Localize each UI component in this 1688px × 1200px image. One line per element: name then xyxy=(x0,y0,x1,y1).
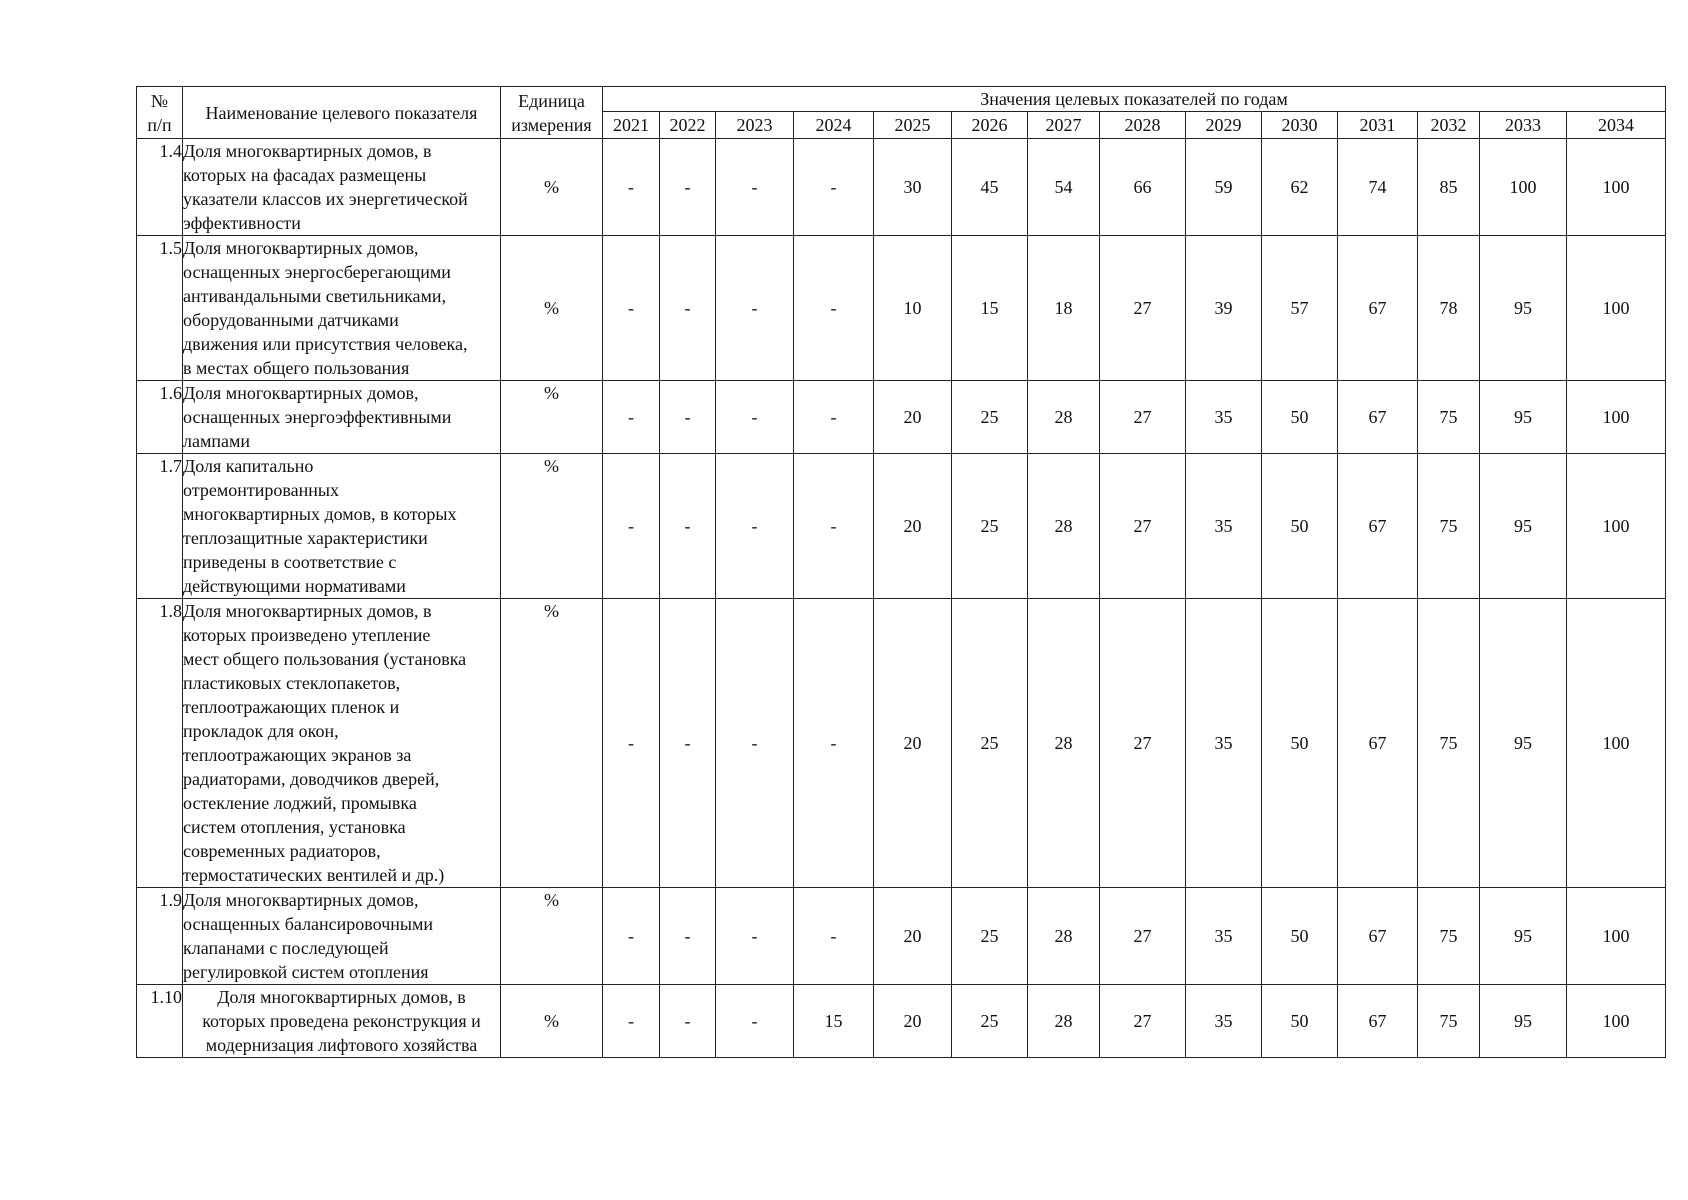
indicator-name xyxy=(183,599,501,888)
indicator-name-line: термостатических вентилей и др.) xyxy=(183,865,445,885)
value-2025: 20 xyxy=(874,888,952,985)
value-2021: - xyxy=(603,236,660,381)
value-2021: - xyxy=(603,139,660,236)
value-2021: - xyxy=(603,985,660,1058)
value-2022: - xyxy=(660,888,716,985)
indicator-name-line: теплозащитные характеристики xyxy=(183,528,428,548)
indicator-name-line: приведены в соответствие с xyxy=(183,552,397,572)
value-2024: - xyxy=(794,454,874,599)
table-row xyxy=(137,139,1666,236)
value-2027: 28 xyxy=(1028,381,1100,454)
unit-of-measure: % xyxy=(501,236,603,381)
header-year-2030: 2030 xyxy=(1262,112,1338,139)
indicator-name-line: действующими нормативами xyxy=(183,576,406,596)
value-2024: - xyxy=(794,599,874,888)
value-2033: 95 xyxy=(1480,381,1567,454)
row-number: 1.10 xyxy=(137,985,183,1058)
indicator-name-line: которых проведена реконструкция и xyxy=(202,1011,481,1031)
value-2032: 75 xyxy=(1418,888,1480,985)
header-number-line2: п/п xyxy=(147,114,172,135)
value-2033: 95 xyxy=(1480,454,1567,599)
value-2032: 75 xyxy=(1418,454,1480,599)
indicator-name xyxy=(183,985,501,1058)
value-2025: 20 xyxy=(874,599,952,888)
indicator-name-line: теплоотражающих экранов за xyxy=(183,745,412,765)
row-number: 1.6 xyxy=(137,381,183,454)
target-indicators-table xyxy=(136,86,1666,1058)
indicator-name-line: пластиковых стеклопакетов, xyxy=(183,673,401,693)
value-2022: - xyxy=(660,236,716,381)
value-2031: 67 xyxy=(1338,381,1418,454)
value-2029: 35 xyxy=(1186,599,1262,888)
value-2030: 50 xyxy=(1262,985,1338,1058)
indicator-name-line: оснащенных балансировочными xyxy=(183,914,434,934)
header-number-line1: № xyxy=(150,90,169,111)
header-unit xyxy=(501,87,603,139)
value-2024: 15 xyxy=(794,985,874,1058)
indicator-name-line: Доля многоквартирных домов, xyxy=(183,890,419,910)
indicator-name xyxy=(183,139,501,236)
header-year-2021: 2021 xyxy=(603,112,660,139)
value-2025: 20 xyxy=(874,381,952,454)
indicator-name-line: которых произведено утепление xyxy=(183,625,431,645)
indicator-name xyxy=(183,381,501,454)
value-2029: 59 xyxy=(1186,139,1262,236)
unit-of-measure: % xyxy=(501,139,603,236)
value-2027: 18 xyxy=(1028,236,1100,381)
value-2027: 28 xyxy=(1028,985,1100,1058)
value-2034: 100 xyxy=(1567,888,1666,985)
header-unit-line2: измерения xyxy=(511,114,592,135)
value-2025: 10 xyxy=(874,236,952,381)
header-number xyxy=(137,87,183,139)
value-2032: 75 xyxy=(1418,985,1480,1058)
table-row xyxy=(137,888,1666,985)
indicator-name-line: Доля многоквартирных домов, в xyxy=(183,601,432,621)
value-2025: 20 xyxy=(874,454,952,599)
value-2023: - xyxy=(716,888,794,985)
header-year-2027: 2027 xyxy=(1028,112,1100,139)
value-2021: - xyxy=(603,888,660,985)
value-2031: 67 xyxy=(1338,454,1418,599)
table-header xyxy=(137,87,1666,139)
indicator-name-line: оснащенных энергоэффективными xyxy=(183,407,452,427)
value-2029: 35 xyxy=(1186,888,1262,985)
value-2022: - xyxy=(660,599,716,888)
indicator-name-line: указатели классов их энергетической xyxy=(183,189,468,209)
value-2028: 66 xyxy=(1100,139,1186,236)
value-2030: 50 xyxy=(1262,599,1338,888)
table-row xyxy=(137,454,1666,599)
value-2024: - xyxy=(794,888,874,985)
unit-of-measure: % xyxy=(501,381,603,454)
value-2029: 35 xyxy=(1186,454,1262,599)
header-year-2034: 2034 xyxy=(1567,112,1666,139)
value-2024: - xyxy=(794,236,874,381)
header-year-2023: 2023 xyxy=(716,112,794,139)
table-row xyxy=(137,599,1666,888)
value-2034: 100 xyxy=(1567,985,1666,1058)
value-2031: 67 xyxy=(1338,888,1418,985)
indicator-name-line: отремонтированных xyxy=(183,480,339,500)
value-2026: 25 xyxy=(952,381,1028,454)
indicator-name-line: которых на фасадах размещены xyxy=(183,165,427,185)
header-values-by-year: Значения целевых показателей по годам xyxy=(603,87,1666,112)
value-2030: 50 xyxy=(1262,381,1338,454)
value-2026: 45 xyxy=(952,139,1028,236)
indicator-name-line: Доля многоквартирных домов, в xyxy=(183,141,432,161)
value-2034: 100 xyxy=(1567,236,1666,381)
value-2028: 27 xyxy=(1100,381,1186,454)
value-2030: 50 xyxy=(1262,454,1338,599)
indicator-name-line: остекление лоджий, промывка xyxy=(183,793,417,813)
value-2031: 67 xyxy=(1338,985,1418,1058)
header-year-2029: 2029 xyxy=(1186,112,1262,139)
indicator-name-line: лампами xyxy=(183,431,251,451)
value-2030: 50 xyxy=(1262,888,1338,985)
value-2031: 74 xyxy=(1338,139,1418,236)
indicator-name xyxy=(183,236,501,381)
value-2026: 25 xyxy=(952,454,1028,599)
header-year-2025: 2025 xyxy=(874,112,952,139)
header-year-2026: 2026 xyxy=(952,112,1028,139)
value-2032: 85 xyxy=(1418,139,1480,236)
header-unit-line1: Единица xyxy=(518,90,585,111)
value-2029: 39 xyxy=(1186,236,1262,381)
unit-of-measure: % xyxy=(501,599,603,888)
value-2027: 28 xyxy=(1028,454,1100,599)
value-2023: - xyxy=(716,139,794,236)
value-2028: 27 xyxy=(1100,599,1186,888)
indicator-name-line: радиаторами, доводчиков дверей, xyxy=(183,769,440,789)
value-2031: 67 xyxy=(1338,236,1418,381)
value-2024: - xyxy=(794,139,874,236)
indicator-name-line: Доля многоквартирных домов, xyxy=(183,383,419,403)
indicator-name xyxy=(183,454,501,599)
indicator-name-line: оснащенных энергосберегающими xyxy=(183,262,451,282)
indicator-name-line: в местах общего пользования xyxy=(183,358,410,378)
header-year-2032: 2032 xyxy=(1418,112,1480,139)
value-2025: 20 xyxy=(874,985,952,1058)
header-year-2033: 2033 xyxy=(1480,112,1567,139)
value-2033: 95 xyxy=(1480,985,1567,1058)
value-2024: - xyxy=(794,381,874,454)
header-year-2022: 2022 xyxy=(660,112,716,139)
value-2027: 28 xyxy=(1028,888,1100,985)
table-row xyxy=(137,236,1666,381)
value-2023: - xyxy=(716,985,794,1058)
value-2023: - xyxy=(716,599,794,888)
indicator-name-line: Доля капитально xyxy=(183,456,314,476)
value-2034: 100 xyxy=(1567,454,1666,599)
header-year-2024: 2024 xyxy=(794,112,874,139)
indicator-name-line: движения или присутствия человека, xyxy=(183,334,468,354)
value-2034: 100 xyxy=(1567,139,1666,236)
value-2026: 15 xyxy=(952,236,1028,381)
indicator-name-line: Доля многоквартирных домов, в xyxy=(217,987,466,1007)
indicator-name-line: современных радиаторов, xyxy=(183,841,381,861)
header-year-2031: 2031 xyxy=(1338,112,1418,139)
table-row xyxy=(137,985,1666,1058)
value-2027: 28 xyxy=(1028,599,1100,888)
value-2028: 27 xyxy=(1100,985,1186,1058)
indicator-name-line: эффективности xyxy=(183,213,301,233)
value-2022: - xyxy=(660,454,716,599)
value-2022: - xyxy=(660,139,716,236)
value-2029: 35 xyxy=(1186,381,1262,454)
value-2026: 25 xyxy=(952,599,1028,888)
indicator-name-line: мест общего пользования (установка xyxy=(183,649,467,669)
value-2029: 35 xyxy=(1186,985,1262,1058)
value-2021: - xyxy=(603,381,660,454)
row-number: 1.8 xyxy=(137,599,183,888)
unit-of-measure: % xyxy=(501,888,603,985)
indicator-name-line: оборудованными датчиками xyxy=(183,310,399,330)
indicator-name-line: антивандальными светильниками, xyxy=(183,286,447,306)
value-2030: 62 xyxy=(1262,139,1338,236)
value-2033: 95 xyxy=(1480,599,1567,888)
indicator-name-line: теплоотражающих пленок и xyxy=(183,697,400,717)
value-2021: - xyxy=(603,454,660,599)
value-2032: 78 xyxy=(1418,236,1480,381)
value-2028: 27 xyxy=(1100,236,1186,381)
row-number: 1.5 xyxy=(137,236,183,381)
table-body xyxy=(137,139,1666,1058)
table-row xyxy=(137,381,1666,454)
value-2033: 100 xyxy=(1480,139,1567,236)
value-2026: 25 xyxy=(952,985,1028,1058)
unit-of-measure: % xyxy=(501,454,603,599)
value-2021: - xyxy=(603,599,660,888)
indicator-name-line: прокладок для окон, xyxy=(183,721,339,741)
value-2030: 57 xyxy=(1262,236,1338,381)
row-number: 1.9 xyxy=(137,888,183,985)
indicator-name-line: клапанами с последующей xyxy=(183,938,389,958)
value-2028: 27 xyxy=(1100,454,1186,599)
value-2033: 95 xyxy=(1480,236,1567,381)
value-2034: 100 xyxy=(1567,599,1666,888)
value-2033: 95 xyxy=(1480,888,1567,985)
value-2032: 75 xyxy=(1418,381,1480,454)
value-2032: 75 xyxy=(1418,599,1480,888)
indicator-name-line: многоквартирных домов, в которых xyxy=(183,504,457,524)
row-number: 1.4 xyxy=(137,139,183,236)
header-indicator-name: Наименование целевого показателя xyxy=(183,87,501,139)
indicator-name-line: регулировкой систем отопления xyxy=(183,962,429,982)
value-2023: - xyxy=(716,236,794,381)
value-2031: 67 xyxy=(1338,599,1418,888)
indicator-name xyxy=(183,888,501,985)
value-2028: 27 xyxy=(1100,888,1186,985)
value-2034: 100 xyxy=(1567,381,1666,454)
indicator-name-line: модернизация лифтового хозяйства xyxy=(205,1035,478,1055)
unit-of-measure: % xyxy=(501,985,603,1058)
value-2023: - xyxy=(716,381,794,454)
indicator-name-line: систем отопления, установка xyxy=(183,817,406,837)
value-2027: 54 xyxy=(1028,139,1100,236)
header-year-2028: 2028 xyxy=(1100,112,1186,139)
value-2022: - xyxy=(660,381,716,454)
indicator-name-line: Доля многоквартирных домов, xyxy=(183,238,419,258)
value-2023: - xyxy=(716,454,794,599)
value-2025: 30 xyxy=(874,139,952,236)
row-number: 1.7 xyxy=(137,454,183,599)
value-2026: 25 xyxy=(952,888,1028,985)
value-2022: - xyxy=(660,985,716,1058)
